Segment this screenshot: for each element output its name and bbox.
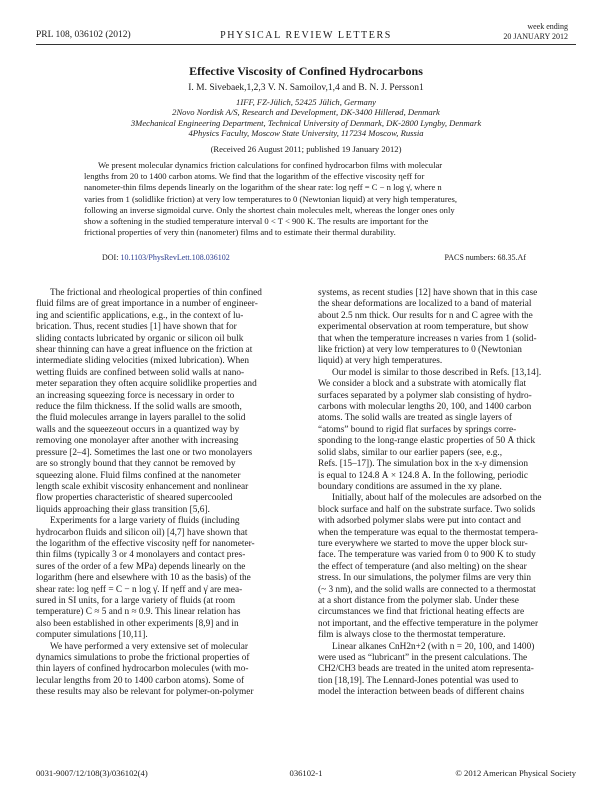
body-text-line: dynamics simulations to probe the frictional properties of bbox=[36, 653, 250, 663]
body-text-line: were used as “lubricant” in the present calculations. The bbox=[318, 653, 528, 663]
doi-link[interactable]: 10.1103/PhysRevLett.108.036102 bbox=[120, 253, 230, 262]
body-text-line: not important, and the effective temperature in the polymer bbox=[318, 618, 539, 629]
body-text-line: sponding to the long-range elastic properties of 50 Å thick bbox=[318, 436, 536, 447]
body-text-line: an increasing squeezing force is necessary in order to bbox=[36, 390, 235, 401]
body-text-line: tion [18,19]. The Lennard-Jones potential was used to bbox=[318, 675, 519, 686]
body-text-line: We have performed a very extensive set of molecular bbox=[50, 641, 249, 652]
affiliation-2: 2Novo Nordisk A/S, Research and Development, DK-3400 Hillerød, Denmark bbox=[172, 107, 440, 118]
body-text-line: that when the temperature increases n varies from 1 (solid- bbox=[318, 333, 537, 344]
body-text-line: (~ 3 nm), and the solid walls are connected to a thermostat bbox=[318, 584, 536, 595]
body-text-line: hydrocarbon fluids and silicon oil) [4,7] have shown that bbox=[36, 527, 248, 538]
doi bbox=[102, 253, 230, 262]
abstract-line: show a softening in the studied temperature interval 0 < T < 900 K. The results are important for the bbox=[84, 216, 429, 227]
affiliations bbox=[0, 97, 612, 139]
abstract-line: We present molecular dynamics friction calculations for confined hydrocarbon films with molecular bbox=[98, 160, 443, 170]
body-text-line: circumstances we find that frictional heating effects are bbox=[318, 607, 525, 618]
header-rule bbox=[36, 44, 576, 45]
abstract bbox=[84, 160, 528, 238]
body-text-line: block surface and half on the substrate surface. Two solids bbox=[318, 504, 536, 515]
article-title: Effective Viscosity of Confined Hydrocarbons bbox=[189, 64, 423, 78]
body-text-line: are so strongly bound that they cannot be removed by bbox=[36, 459, 236, 470]
body-text-line: liquids approaching their glass transition [5,6]. bbox=[36, 504, 210, 515]
body-text-line: about 2.5 nm thick. Our results for n and C agree with the bbox=[318, 310, 533, 321]
body-text-line: also been established in other experiments [8,9] and in bbox=[36, 618, 239, 629]
body-text-line: wetting fluids are confined between solid walls at nano- bbox=[36, 367, 245, 378]
journal-reference: PRL 108, 036102 (2012) bbox=[36, 30, 131, 40]
body-text-line: walls and the squeezeout occurs in a quantized way by bbox=[36, 424, 240, 435]
body-text-line: meter separation they often acquire solidlike properties and bbox=[36, 379, 257, 390]
body-text-line: model the interaction between beads of different chains bbox=[318, 687, 525, 698]
footer-issn: 0031-9007/12/108(3)/036102(4) bbox=[36, 768, 148, 778]
body-text-line: solid slabs, similar to our earlier papers (see, e.g., bbox=[318, 447, 503, 458]
body-text-line: flow properties characteristic of sheared supercooled bbox=[36, 493, 233, 504]
body-text-line: Experiments for a large variety of fluids (including bbox=[50, 516, 240, 527]
body-text-line: with adsorbed polymer slabs were put into contact and bbox=[318, 516, 521, 527]
affiliation-3: 3Mechanical Engineering Department, Technical University of Denmark, DK-2800 Lyngby, Denmark bbox=[130, 117, 482, 128]
body-text-line: sures of the order of a few MPa) depends linearly on the bbox=[36, 561, 246, 572]
body-text-line: face. The temperature was varied from 0 to 900 K to study bbox=[318, 550, 536, 561]
body-text-line: length scale exhibit viscosity enhancement and nonlinear bbox=[36, 481, 249, 492]
body-text-line: is equal to 124.8 Å × 124.8 Å. In the following, periodic bbox=[318, 470, 529, 481]
affiliation-1: 1IFF, FZ-Jülich, 52425 Jülich, Germany bbox=[236, 97, 376, 107]
body-text-line: intermediate sliding velocities (mixed lubrication). When bbox=[36, 356, 250, 367]
body-text-line: squeezing alone. Fluid films confined at the nanometer bbox=[36, 470, 241, 481]
body-text-line: reduce the film thickness. If the solid walls are smooth, bbox=[36, 402, 242, 413]
abstract-line: following an inverse sigmoidal curve. Only the shortest chain molecules melt, whereas the longer ones only bbox=[84, 204, 455, 215]
body-text-line: Initially, about half of the molecules are adsorbed on the bbox=[332, 493, 542, 504]
body-text-line: thin films (typically 3 or 4 monolayers and contact pres- bbox=[36, 550, 246, 561]
body-text-line: Linear alkanes CnH2n+2 (with n = 20, 100, and 1400) bbox=[332, 641, 535, 652]
body-text-line: film is always close to the thermostat temperature. bbox=[318, 630, 506, 641]
body-text-line: at a short distance from the polymer slab. Under these bbox=[318, 595, 519, 606]
body-text-line: fluid films are of great importance in a number of engineer- bbox=[36, 299, 258, 310]
body-text-line: ture everywhere we started to move the upper block sur- bbox=[318, 538, 528, 549]
abstract-line: varies from 1 (solidlike friction) at very low temperatures to 0 (Newtonian liquid) at very high temperatures, bbox=[84, 193, 457, 204]
body-text-line: pressure [2–4]. Sometimes the last one or two monolayers bbox=[36, 447, 253, 458]
doi-label: DOI: bbox=[102, 253, 119, 262]
body-text-line: experimental observation at room temperature, but show bbox=[318, 322, 529, 333]
body-text-line: shear thinning can have a great influence on the friction at bbox=[36, 345, 253, 356]
body-text-line: sliding contacts lubricated by organic or silicon oil bulk bbox=[36, 333, 244, 344]
week-ending-date: 20 JANUARY 2012 bbox=[503, 31, 568, 41]
body-text-line: shear rate: log ηeff = C − n log γ̇. If ηeff and γ̇ are mea- bbox=[36, 584, 243, 595]
page-number: 036102-1 bbox=[289, 768, 323, 778]
body-text-line: thin layers of confined hydrocarbon molecules (with mo- bbox=[36, 664, 249, 675]
body-text-line: computer simulations [10,11]. bbox=[36, 630, 148, 641]
body-text-line: when the temperature was equal to the thermostat tempera- bbox=[318, 527, 538, 538]
abstract-line: lengths from 20 to 1400 carbon atoms. We find that the logarithm of the effective viscosity ηeff for bbox=[84, 171, 425, 182]
journal-name: PHYSICAL REVIEW LETTERS bbox=[220, 30, 392, 41]
body-text-line: the effect of temperature (and also melting) on the shear bbox=[318, 561, 527, 572]
body-text-line: the shear deformations are localized to a band of material bbox=[318, 299, 532, 310]
affiliation-4: 4Physics Faculty, Moscow State University, 117234 Moscow, Russia bbox=[188, 128, 424, 139]
body-text-line: The frictional and rheological properties of thin confined bbox=[50, 288, 262, 298]
body-text-line: these results may also be relevant for polymer-on-polymer bbox=[36, 687, 254, 698]
body-text-line: liquid) at very high temperatures. bbox=[318, 356, 443, 367]
body-left-column bbox=[36, 288, 294, 699]
body-text-line: logarithm (here and elsewhere with 10 as the basis) of the bbox=[36, 573, 251, 584]
body-text-line: stress. In our simulations, the polymer films are very thin bbox=[318, 573, 532, 584]
body-text-line: temperature) C ≈ 5 and n ≈ 0.9. This linear relation has bbox=[36, 607, 241, 618]
body-text-line: boundary conditions are assumed in the xy plane. bbox=[318, 481, 502, 492]
body-text-line: sured in SI units, for a large variety of fluids (at room bbox=[36, 595, 236, 606]
body-text-line: like friction) at very low temperatures to 0 (Newtonian bbox=[318, 345, 522, 356]
author-list: I. M. Sivebaek,1,2,3 V. N. Samoilov,1,4 and B. N. J. Persson1 bbox=[188, 83, 424, 93]
body-text-line: the logarithm of the effective viscosity ηeff for nanometer- bbox=[36, 538, 255, 549]
week-ending bbox=[503, 22, 568, 41]
week-ending-label: week ending bbox=[527, 22, 568, 31]
copyright: © 2012 American Physical Society bbox=[455, 768, 576, 778]
body-text-line: lecular lengths from 20 to 1400 carbon atoms). Some of bbox=[36, 675, 245, 686]
body-text-line: We consider a block and a substrate with atomically flat bbox=[318, 379, 527, 390]
body-text-line: removing one monolayer after another with increasing bbox=[36, 436, 239, 447]
body-text-line: Refs. [15–17]). The simulation box in the x-y dimension bbox=[318, 459, 529, 470]
received-published-dates: (Received 26 August 2011; published 19 January 2012) bbox=[210, 144, 402, 154]
body-text-line: systems, as recent studies [12] have shown that in this case bbox=[318, 288, 538, 298]
body-text-line: atoms. The solid walls are treated as single layers of bbox=[318, 413, 512, 424]
pacs-numbers: PACS numbers: 68.35.Af bbox=[444, 253, 526, 262]
abstract-line: frictional properties of very thin (nanometer) films and to estimate their thermal durability. bbox=[84, 227, 396, 238]
body-text-line: CH2/CH3 beads are treated in the united atom representa- bbox=[318, 664, 534, 675]
body-text-line: “atoms” bound to rigid flat surfaces by springs corre- bbox=[318, 424, 517, 435]
body-text-line: surfaces separated by a polymer slab consisting of hydro- bbox=[318, 390, 532, 401]
body-text-line: Our model is similar to those described in Refs. [13,14]. bbox=[332, 367, 542, 378]
body-right-column bbox=[318, 288, 576, 699]
body-text-line: brication. Thus, recent studies [1] have shown that for bbox=[36, 322, 237, 333]
body-text-line: ing and scientific applications, e.g., in the context of lu- bbox=[36, 310, 244, 321]
body-text-line: the fluid molecules arrange in layers parallel to the solid bbox=[36, 413, 246, 424]
body-text-line: carbons with molecular lengths 20, 100, and 1400 carbon bbox=[318, 402, 532, 413]
abstract-line: nanometer-thin films depends linearly on the logarithm of the shear rate: log ηeff = C − n log γ̇, where n bbox=[84, 182, 442, 193]
